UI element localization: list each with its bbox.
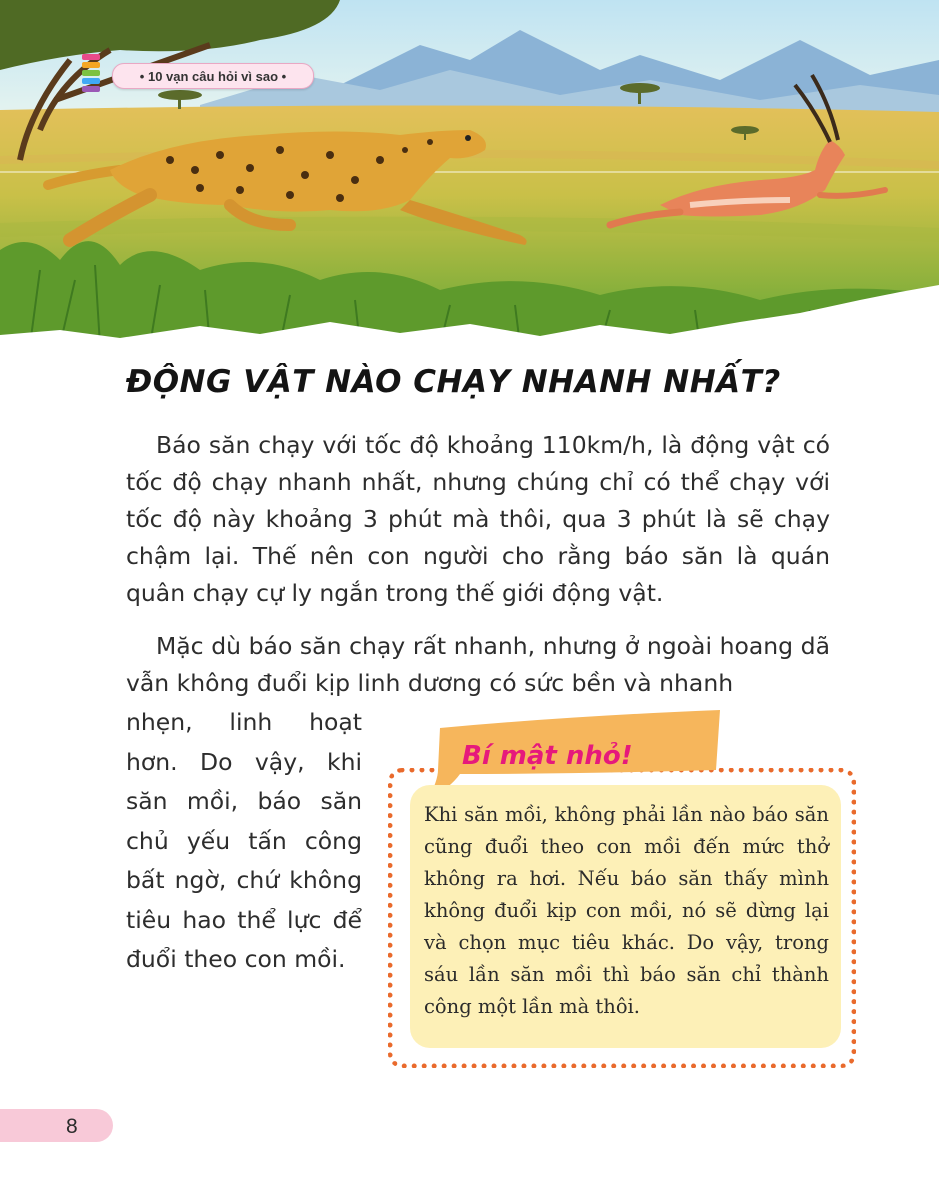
secret-text: Khi săn mồi, không phải lần nào báo săn cũng đuổi theo con mồi đến mức thở không ra hơi. Nếu báo săn thấy mình không đuổi kịp con mồi, nó sẽ dừng lại và chọn mục tiêu khác. Do vậy, trong sáu lần săn mồi thì báo săn chỉ thành công một lần mà thôi. bbox=[424, 803, 829, 1018]
paragraph-1 bbox=[126, 427, 830, 612]
article-title: ĐỘNG VẬT NÀO CHẠY NHANH NHẤT? bbox=[126, 364, 781, 400]
paragraph-2-wide-text: Mặc dù báo săn chạy rất nhanh, nhưng ở ngoài hoang dã vẫn không đuổi kịp linh dương có sức bền và nhanh bbox=[126, 632, 830, 697]
series-logo-icon bbox=[80, 54, 102, 96]
secret-box bbox=[410, 785, 841, 1048]
hero-illustration bbox=[0, 0, 939, 345]
secret-label: Bí mật nhỏ! bbox=[462, 741, 633, 771]
paragraph-2-narrow: nhẹn, linh hoạt hơn. Do vậy, khi săn mồi, báo săn chủ yếu tấn công bất ngờ, chứ không tiêu hao thể lực để đuổi theo con mồi. bbox=[126, 708, 362, 973]
paragraph-2-wide bbox=[126, 628, 830, 702]
page-number-tab bbox=[0, 1109, 113, 1142]
paragraph-1-text: Báo săn chạy với tốc độ khoảng 110km/h, là động vật có tốc độ chạy nhanh nhất, nhưng chúng chỉ có thể chạy với tốc độ này khoảng 3 phút mà thôi, qua 3 phút là sẽ chạy chậm lại. Thế nên con người cho rằng báo săn là quán quân chạy cự ly ngắn trong thế giới động vật. bbox=[126, 431, 830, 607]
page-number: 8 bbox=[66, 1115, 78, 1138]
series-tag: • 10 vạn câu hỏi vì sao • bbox=[112, 63, 314, 89]
